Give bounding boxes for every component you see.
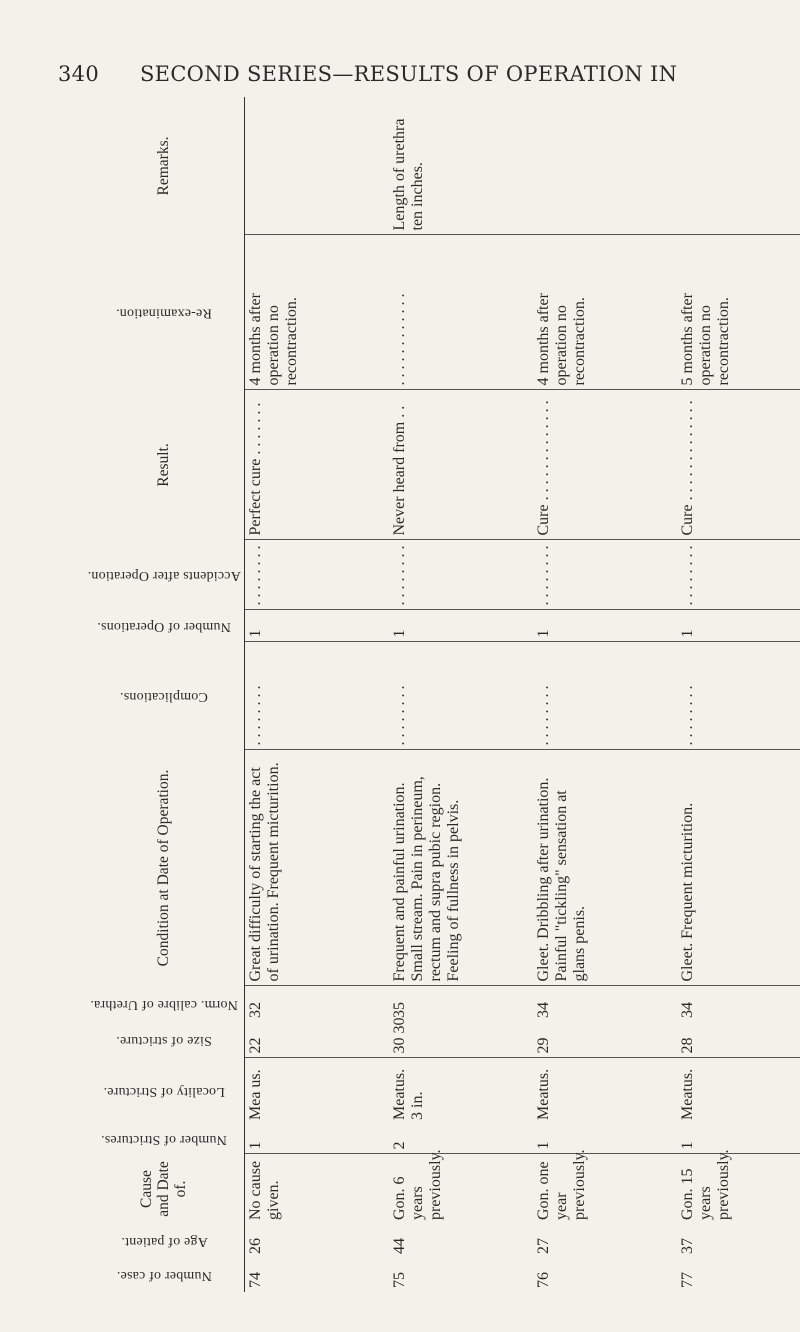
num-operations-cell: 1 <box>389 610 533 642</box>
table-row <box>533 97 677 1292</box>
remarks-cell: Length of urethra ten inches. <box>391 118 427 231</box>
header-size: Size of stricture. <box>83 1022 245 1058</box>
page-header <box>58 62 758 94</box>
result-cell: Cure . . . . . . . . . . . . . <box>533 390 677 540</box>
cause-cell: Gon. 6 years previously. <box>389 1154 533 1224</box>
reexamination-cell: 4 months after operation no recontraction. <box>245 235 390 390</box>
reexamination-cell: 5 months after operation no recontraction. <box>677 235 800 390</box>
num-strictures-cell: 1 <box>535 1141 553 1150</box>
table-row <box>389 97 533 1292</box>
accidents-cell: . . . . . . . . <box>245 540 390 610</box>
case-number: 77 <box>679 1272 697 1288</box>
cause-cell: No cause given. <box>245 1154 390 1224</box>
num-operations-cell: 1 <box>533 610 677 642</box>
result-cell: Cure . . . . . . . . . . . . . <box>677 390 800 540</box>
case-number: 76 <box>535 1272 553 1288</box>
remarks-cell <box>533 97 677 235</box>
cause-cell: Gon. one year previously. <box>533 1154 677 1224</box>
page-number: 340 <box>58 62 99 86</box>
complications-cell: . . . . . . . . <box>245 642 390 750</box>
condition-cell: Frequent and painful urination. Small stream. Pain in perineum, rectum and supra pubic region. Feeling of fullness in pelvis. <box>389 750 533 986</box>
header-locality: Locality of Stricture. <box>83 1058 245 1124</box>
header-condition: Condition at Date of Operation. <box>83 750 245 986</box>
calibre-cell: 34 <box>533 986 677 1022</box>
rotated-table-wrapper <box>83 97 748 1292</box>
condition-cell: Gleet. Frequent micturition. <box>677 750 800 986</box>
accidents-cell: . . . . . . . . <box>389 540 533 610</box>
patient-age: 37 <box>679 1238 697 1254</box>
complications-cell: . . . . . . . . <box>389 642 533 750</box>
header-result: Result. <box>83 390 245 540</box>
case-number: 74 <box>247 1272 265 1288</box>
accidents-cell: . . . . . . . . <box>677 540 800 610</box>
cause-cell: Gon. 15 years previously. <box>677 1154 800 1224</box>
complications-cell: . . . . . . . . <box>533 642 677 750</box>
header-cause: Cause and Date of. <box>83 1154 245 1224</box>
calibre-cell: 34 <box>677 986 800 1022</box>
header-remarks: Remarks. <box>83 97 245 235</box>
reexamination-cell: 4 months after operation no recontraction. <box>533 235 677 390</box>
remarks-cell <box>677 97 800 235</box>
size-cell: 29 <box>535 1037 553 1054</box>
accidents-cell: . . . . . . . . <box>533 540 677 610</box>
num-strictures-cell: 2 <box>391 1141 409 1150</box>
locality-cell: Meatus. <box>677 1058 800 1124</box>
header-case: Number of case. <box>83 1258 245 1292</box>
results-table <box>83 97 800 1292</box>
num-operations-cell: 1 <box>245 610 390 642</box>
size-cell: 28 <box>679 1037 697 1054</box>
running-title: SECOND SERIES—RESULTS OF OPERATION IN <box>140 62 678 86</box>
patient-age: 44 <box>391 1238 409 1254</box>
table-row <box>677 97 800 1292</box>
table-stage <box>83 97 748 1292</box>
header-complications: Complications. <box>83 642 245 750</box>
reexamination-cell: . . . . . . . . . . . . <box>389 235 533 390</box>
num-operations-cell: 1 <box>677 610 800 642</box>
locality-cell: Mea us. <box>245 1058 390 1124</box>
num-strictures-cell: 1 <box>679 1141 697 1150</box>
size-cell: 30 30 <box>391 1017 409 1054</box>
calibre-cell: 35 <box>389 986 533 1022</box>
result-cell: Never heard from . . <box>389 390 533 540</box>
locality-cell: Meatus. 3 in. <box>389 1058 533 1124</box>
remarks-cell <box>245 97 390 235</box>
header-reexamination: Re-examination. <box>83 235 245 390</box>
complications-cell: . . . . . . . . <box>677 642 800 750</box>
num-strictures-cell: 1 <box>247 1141 265 1150</box>
result-cell: Perfect cure . . . . . . . <box>245 390 390 540</box>
condition-cell: Great difficulty of starting the act of urination. Frequent micturition. <box>245 750 390 986</box>
case-number: 75 <box>391 1272 409 1288</box>
locality-cell: Meatus. <box>533 1058 677 1124</box>
condition-cell: Gleet. Dribbling after urination. Painful "tickling" sensation at glans penis. <box>533 750 677 986</box>
header-norm-calibre: Norm. calibre of Urethra. <box>83 986 245 1022</box>
header-num-operations: Number of Operations. <box>83 610 245 642</box>
header-accidents: Accidents after Operation. <box>83 540 245 610</box>
table-row <box>245 97 390 1292</box>
size-cell: 22 <box>247 1037 265 1054</box>
patient-age: 27 <box>535 1238 553 1254</box>
header-age: Age of patient. <box>83 1224 245 1258</box>
calibre-cell: 32 <box>245 986 390 1022</box>
header-num-strictures: Number of Strictures. <box>83 1124 245 1154</box>
patient-age: 26 <box>247 1238 265 1254</box>
